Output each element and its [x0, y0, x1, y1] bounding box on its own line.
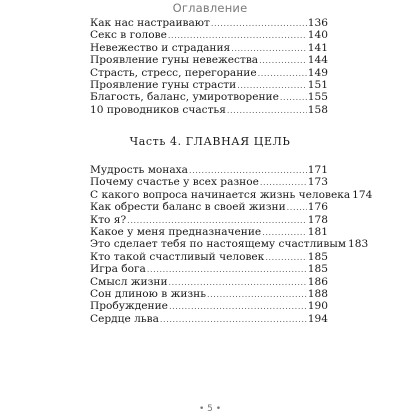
toc-entry	[90, 300, 328, 312]
toc-entry	[90, 17, 328, 29]
toc-entry-title: Почему счастье у всех разное	[90, 176, 259, 189]
toc-entry-title: Смысл жизни	[90, 275, 168, 288]
toc-entry-title: 10 проводников счастья	[90, 103, 226, 116]
toc-entry	[90, 313, 328, 325]
toc-entry-title: Сон длиною в жизнь	[90, 287, 206, 300]
toc-entry	[90, 67, 328, 79]
leader-dots	[169, 301, 307, 313]
leader-dots	[207, 289, 307, 301]
toc-entry-page: 176	[307, 201, 328, 214]
leader-dots	[287, 202, 307, 214]
toc-entry-page: 186	[307, 275, 328, 288]
toc-list-upper	[90, 17, 328, 116]
toc-entry	[90, 104, 328, 116]
toc-entry-title: Игра бога	[90, 263, 146, 276]
page-number: • 5 •	[198, 404, 222, 414]
toc-entry-page: 151	[307, 78, 328, 91]
toc-entry-title: Пробуждение	[90, 300, 168, 313]
toc-entry-page: 174	[352, 188, 373, 201]
toc-entry-title: Благость, баланс, умиротворение	[90, 91, 279, 104]
leader-dots	[259, 55, 307, 67]
toc-entry-title: Кто такой счастливый человек	[90, 250, 265, 263]
toc-entry	[90, 42, 328, 54]
leader-dots	[280, 92, 307, 104]
toc-entry-title: Как нас настраивают	[90, 17, 210, 29]
toc-entry	[90, 226, 328, 238]
leader-dots	[227, 105, 307, 117]
toc-entry	[90, 276, 328, 288]
leader-dots	[211, 18, 307, 30]
toc-entry-page: 194	[307, 312, 328, 325]
leader-dots	[265, 252, 306, 264]
toc-entry	[90, 29, 328, 41]
toc-entry-page: 190	[307, 300, 328, 313]
part-heading: Часть 4. ГЛАВНАЯ ЦЕЛЬ	[129, 135, 291, 148]
toc-entry-page: 144	[307, 54, 328, 67]
toc-entry-title: Проявление гуны страсти	[90, 78, 237, 91]
toc-entry	[90, 201, 328, 213]
toc-entry	[90, 188, 373, 201]
toc-entry	[90, 164, 328, 176]
toc-entry	[90, 176, 328, 188]
toc-entry-title: С какого вопроса начинается жизнь человека	[90, 188, 351, 201]
leader-dots	[258, 68, 307, 80]
toc-entry	[90, 263, 328, 275]
toc-entry-page: 173	[307, 176, 328, 189]
toc-entry-page: 181	[307, 225, 328, 238]
toc-entry-page: 158	[307, 103, 328, 116]
toc-entry-title: Мудрость монаха	[90, 164, 188, 176]
toc-entry	[90, 251, 328, 263]
toc-entry-page: 185	[307, 263, 328, 276]
toc-entry-page: 188	[307, 287, 328, 300]
toc-entry-page: 140	[307, 29, 328, 42]
toc-entry-title: Кто я?	[90, 213, 127, 226]
toc-entry-title: Секс в голове	[90, 29, 167, 42]
leader-dots	[160, 314, 307, 326]
toc-entry	[90, 214, 328, 226]
toc-entry-title: Какое у меня предназначение	[90, 225, 262, 238]
toc-entry	[90, 238, 369, 251]
toc-entry	[90, 54, 328, 66]
toc-entry-title: Невежество и страдания	[90, 41, 231, 54]
toc-entry-title: Страсть, стресс, перегорание	[90, 66, 257, 79]
toc-entry-title: Сердце льва	[90, 312, 159, 325]
toc-entry-page: 185	[307, 250, 328, 263]
toc-list-lower	[90, 164, 373, 325]
toc-entry	[90, 79, 328, 91]
toc-entry-title: Проявление гуны невежества	[90, 54, 259, 67]
toc-entry-page: 141	[307, 41, 328, 54]
toc-entry-page: 171	[307, 164, 328, 176]
leader-dots	[147, 264, 307, 276]
running-head: Оглавление	[172, 1, 248, 15]
toc-entry-page: 155	[307, 91, 328, 104]
toc-entry-title: Как обрести баланс в своей жизни	[90, 201, 286, 214]
toc-entry	[90, 91, 328, 103]
toc-entry	[90, 288, 328, 300]
toc-entry-page: 136	[307, 17, 328, 29]
toc-entry-page: 183	[348, 238, 369, 251]
toc-entry-page: 178	[307, 213, 328, 226]
toc-entry-title: Это сделает тебя по настоящему счастливым	[90, 238, 347, 251]
toc-entry-page: 149	[307, 66, 328, 79]
